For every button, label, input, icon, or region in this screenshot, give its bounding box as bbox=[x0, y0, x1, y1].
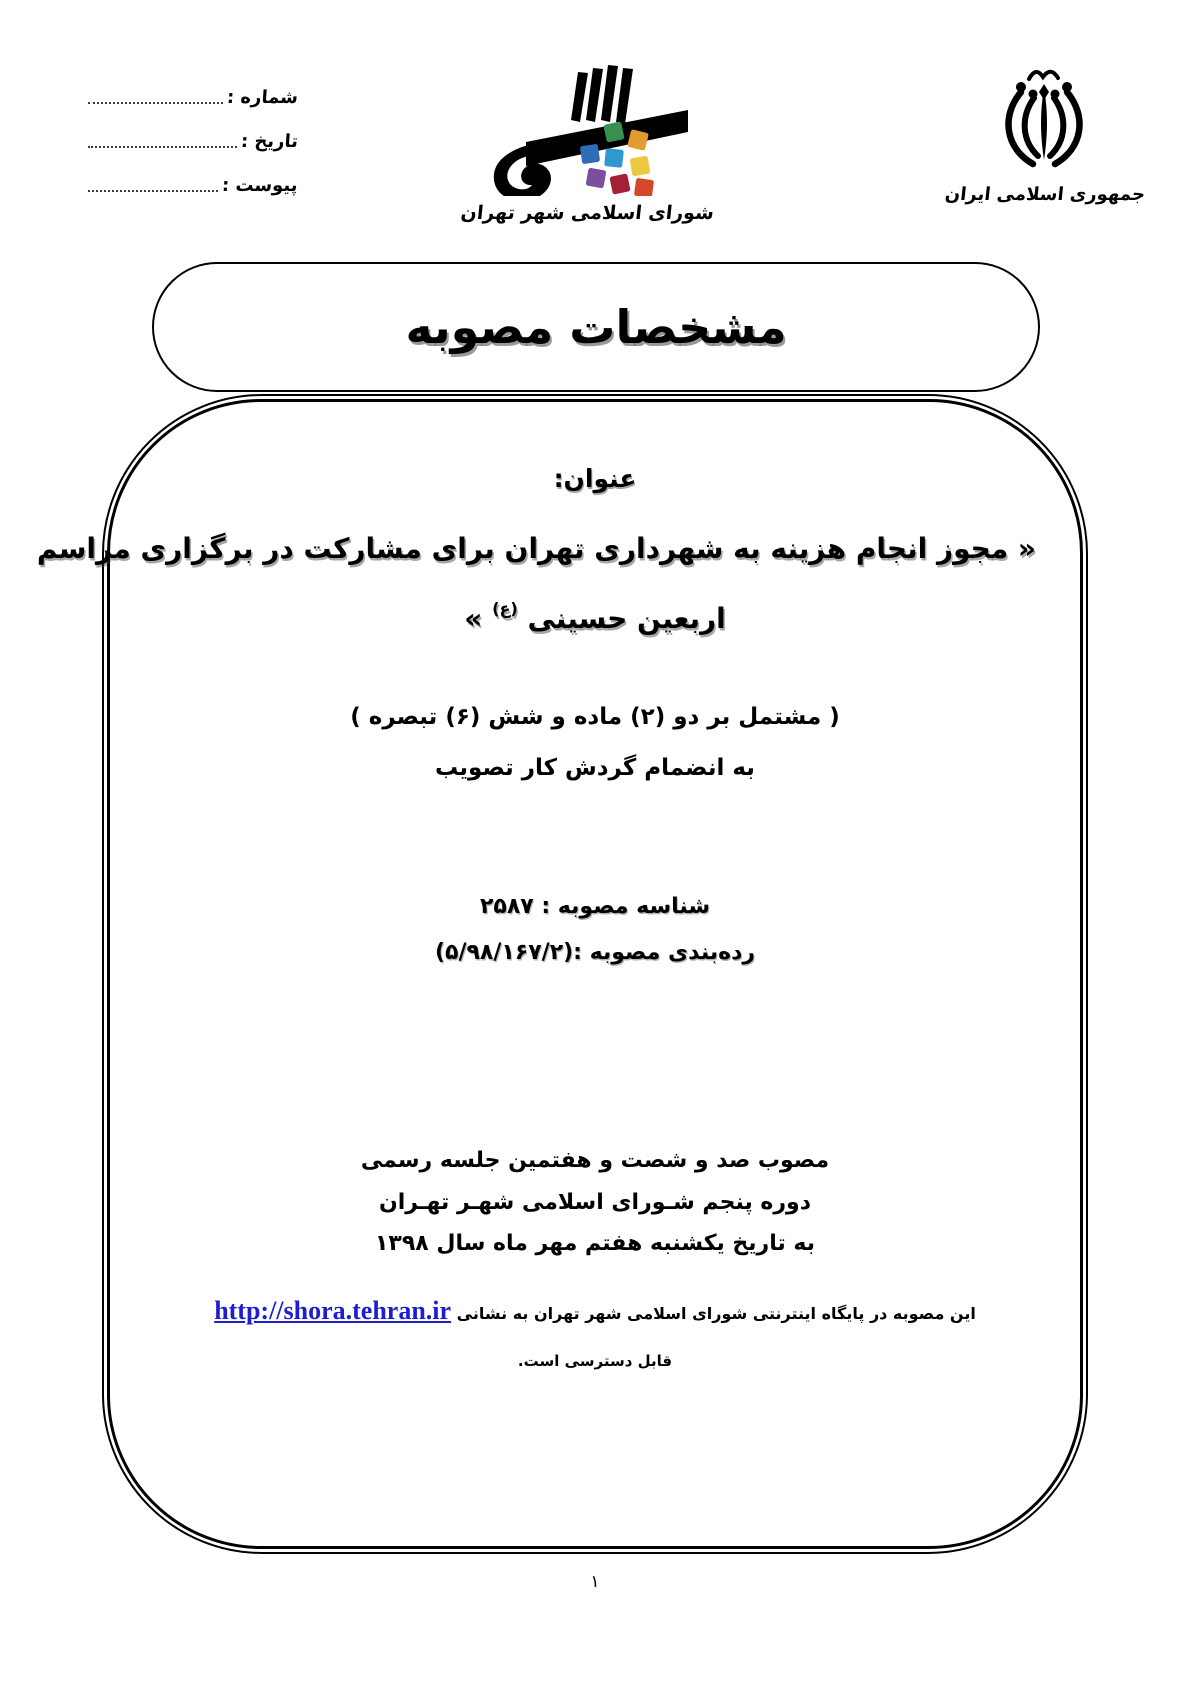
resolution-classification-line: رده‌بندی مصوبه :(۵/۹۸/۱۶۷/۲) bbox=[434, 940, 756, 965]
shora-website-link[interactable]: http://shora.tehran.ir bbox=[214, 1296, 452, 1325]
ref-label-date: تاریخ : bbox=[240, 131, 299, 152]
ref-row-date bbox=[86, 128, 298, 152]
council-logo-icon bbox=[462, 58, 714, 196]
composition-line: ( مشتمل بر دو (۲) ماده و شش (۶) تبصره ) bbox=[350, 704, 840, 730]
dotted-line bbox=[88, 178, 218, 192]
dotted-line bbox=[88, 134, 237, 148]
page-title: مشخصات مصوبه bbox=[405, 300, 787, 354]
council-logo bbox=[459, 58, 716, 224]
resolution-title-superscript: (ع) bbox=[492, 599, 518, 618]
session-line-1: مصوب صد و شصت و هفتمین جلسه رسمی bbox=[360, 1148, 830, 1173]
page-number: ۱ bbox=[590, 1572, 600, 1592]
ref-row-number bbox=[86, 84, 298, 108]
main-box-inner-border bbox=[36, 399, 1083, 1549]
iran-emblem-icon bbox=[983, 64, 1107, 176]
session-line-3: به تاریخ یکشنبه هفتم مهر ماه سال ۱۳۹۸ bbox=[375, 1231, 815, 1256]
iran-emblem bbox=[930, 64, 1160, 205]
availability-line bbox=[154, 1296, 1036, 1326]
dotted-line bbox=[88, 90, 223, 104]
resolution-title-line1: « مجوز انجام هزینه به شهرداری تهران برای مشارکت در برگزاری مراسم bbox=[36, 532, 1036, 565]
resolution-title-close-quote: » bbox=[464, 602, 483, 635]
ref-label-number: شماره : bbox=[226, 87, 299, 108]
session-line-2: دوره پنجم شـورای اسلامی شهـر تهـران bbox=[378, 1190, 811, 1215]
availability-prefix: این مصوبه در پایگاه اینترنتی شورای اسلامی شهر تهران به نشانی bbox=[456, 1304, 976, 1323]
resolution-title-line2-text: اربعین حسینی bbox=[527, 602, 726, 635]
ref-row-attachment bbox=[86, 172, 298, 196]
resolution-title-line2 bbox=[154, 599, 1036, 635]
availability-suffix: قابل دسترسی است. bbox=[517, 1352, 673, 1370]
reference-fields bbox=[86, 84, 298, 216]
attachment-note-line: به انضمام گردش کار تصویب bbox=[435, 755, 755, 781]
iran-emblem-caption: جمهوری اسلامی ایران bbox=[943, 184, 1147, 205]
main-box bbox=[36, 394, 1088, 1554]
title-box bbox=[152, 262, 1040, 392]
ref-label-attachment: پیوست : bbox=[221, 175, 299, 196]
council-logo-caption: شورای اسلامی شهر تهران bbox=[459, 202, 716, 224]
title-heading-label: عنوان: bbox=[553, 464, 637, 493]
resolution-id-line: شناسه مصوبه : ۲۵۸۷ bbox=[479, 894, 711, 919]
